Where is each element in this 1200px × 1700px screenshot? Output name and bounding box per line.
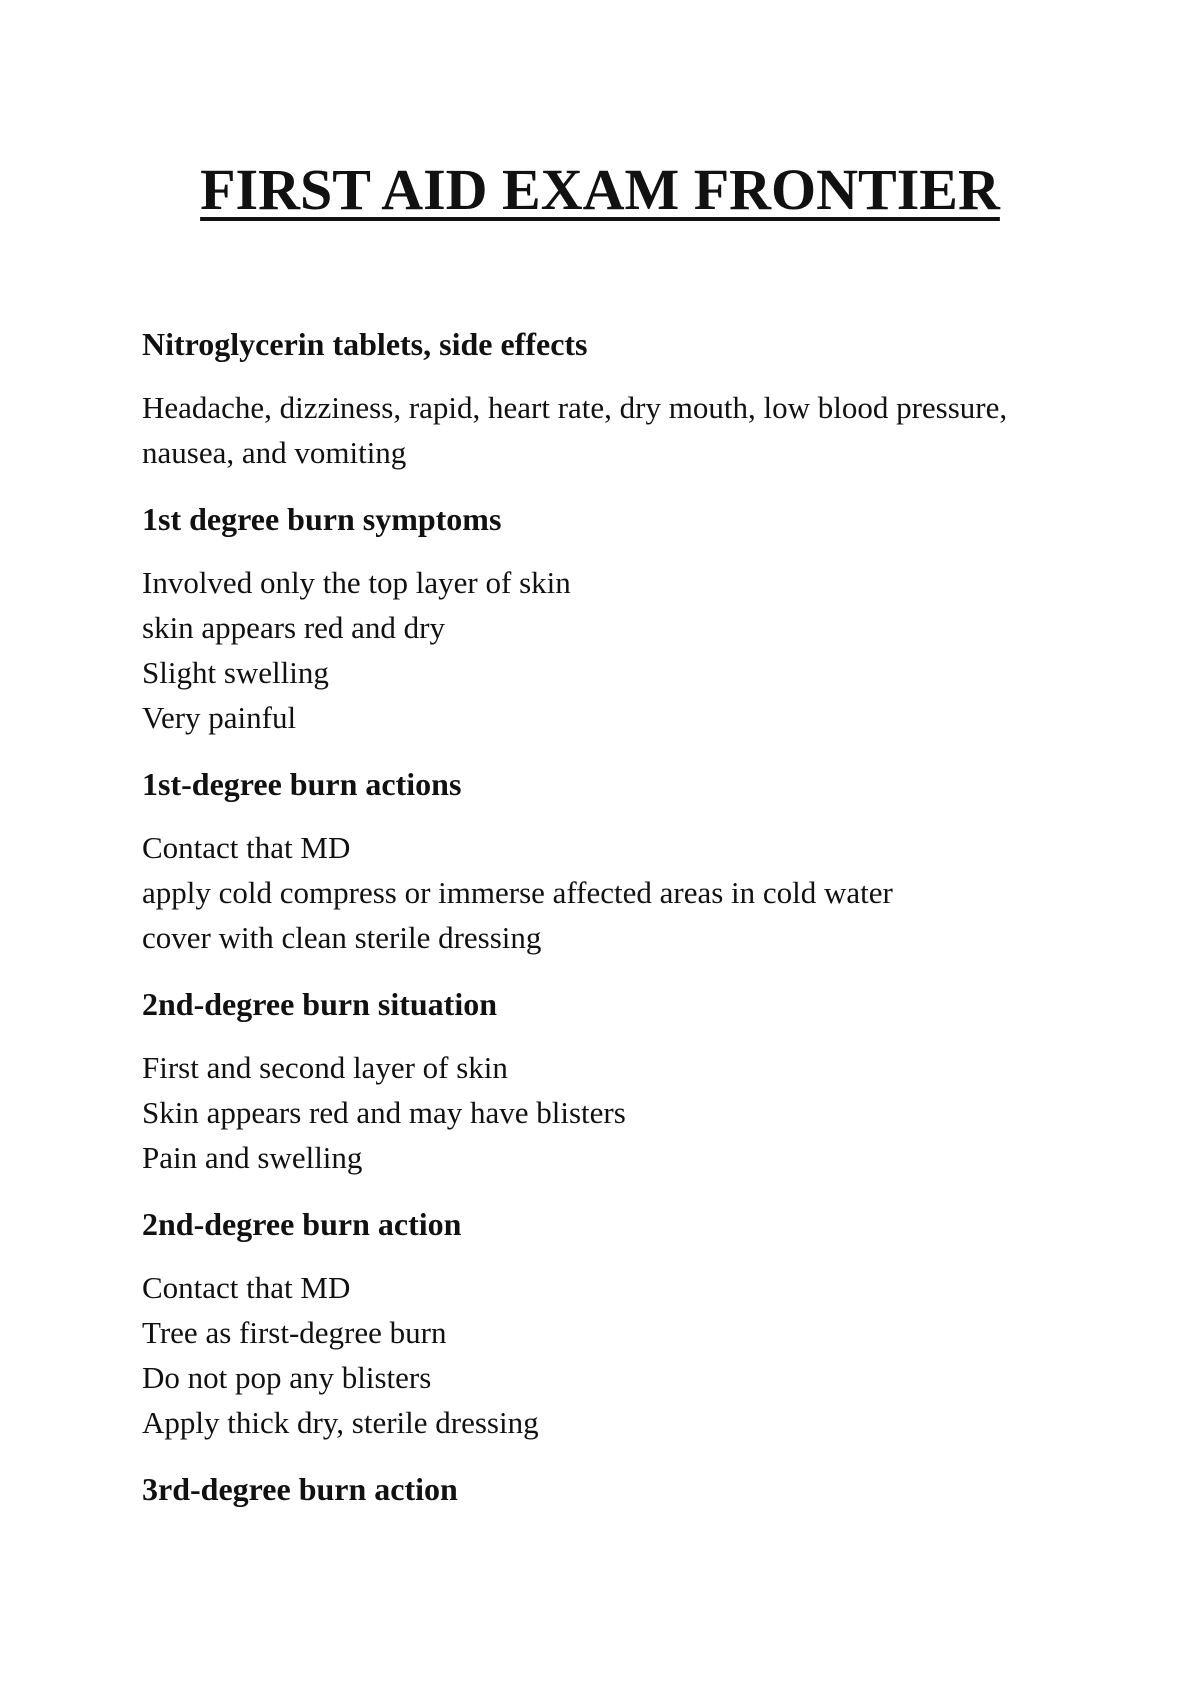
answer-line: Tree as first-degree burn xyxy=(142,1315,447,1350)
flashcard-list xyxy=(142,322,1082,1512)
flashcard-1st-degree-symptoms xyxy=(142,497,1082,740)
answer-line: apply cold compress or immerse affected areas in cold water xyxy=(142,875,893,910)
flashcard-answer xyxy=(142,1045,1082,1180)
answer-line: cover with clean sterile dressing xyxy=(142,920,542,955)
flashcard-2nd-degree-situation xyxy=(142,982,1082,1180)
answer-line: Involved only the top layer of skin xyxy=(142,565,571,600)
answer-line: skin appears red and dry xyxy=(142,610,446,645)
answer-line: Apply thick dry, sterile dressing xyxy=(142,1405,539,1440)
answer-line: Pain and swelling xyxy=(142,1140,363,1175)
flashcard-answer xyxy=(142,1265,1082,1445)
flashcard-question: 2nd-degree burn situation xyxy=(142,986,498,1022)
flashcard-question: Nitroglycerin tablets, side effects xyxy=(142,326,588,362)
flashcard-nitroglycerin xyxy=(142,322,1082,475)
flashcard-1st-degree-actions xyxy=(142,762,1082,960)
answer-line: Slight swelling xyxy=(142,655,329,690)
flashcard-question: 2nd-degree burn action xyxy=(142,1206,462,1242)
page-title: FIRST AID EXAM FRONTIER xyxy=(200,157,1000,222)
flashcard-2nd-degree-action xyxy=(142,1202,1082,1445)
flashcard-question: 1st degree burn symptoms xyxy=(142,501,502,537)
answer-line: Headache, dizziness, rapid, heart rate, dry mouth, low blood pressure, nausea, and vomiting xyxy=(142,390,1008,470)
flashcard-question: 1st-degree burn actions xyxy=(142,766,462,802)
flashcard-3rd-degree-action xyxy=(142,1467,1082,1512)
answer-line: Contact that MD xyxy=(142,830,351,865)
answer-line: Skin appears red and may have blisters xyxy=(142,1095,626,1130)
flashcard-answer xyxy=(142,385,1082,475)
answer-line: Do not pop any blisters xyxy=(142,1360,432,1395)
flashcard-answer xyxy=(142,560,1082,740)
answer-line: Contact that MD xyxy=(142,1270,351,1305)
flashcard-answer xyxy=(142,825,1082,960)
answer-line: First and second layer of skin xyxy=(142,1050,508,1085)
flashcard-question: 3rd-degree burn action xyxy=(142,1471,458,1507)
answer-line: Very painful xyxy=(142,700,297,735)
